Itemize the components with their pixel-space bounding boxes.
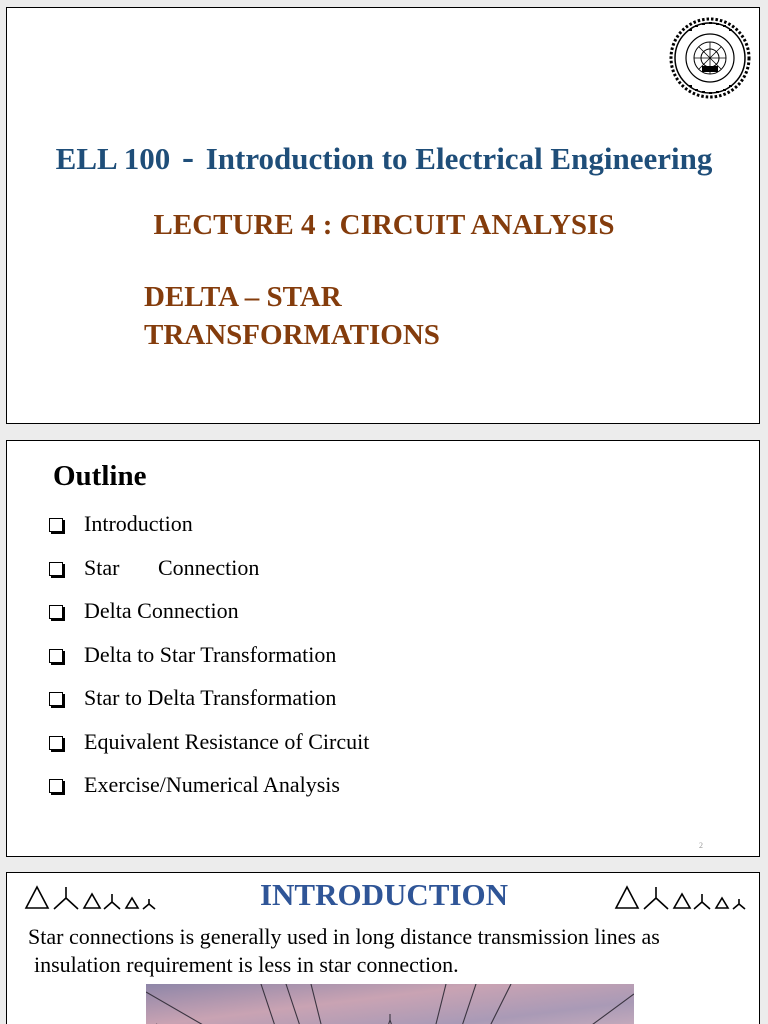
outline-heading: Outline bbox=[53, 460, 147, 492]
list-item bbox=[49, 598, 239, 642]
outline-label: Delta Connection bbox=[84, 598, 239, 623]
checkbox-icon bbox=[49, 518, 63, 532]
outline-label: Delta to Star Transformation bbox=[84, 641, 337, 667]
slide-number: 2 bbox=[699, 841, 703, 850]
course-name: Introduction to Electrical Engineering bbox=[205, 141, 713, 176]
checkbox-icon bbox=[49, 605, 63, 619]
outline-label: Equivalent Resistance of Circuit bbox=[84, 728, 370, 754]
course-code: ELL 100 bbox=[55, 141, 171, 176]
topic-title bbox=[144, 278, 544, 354]
list-item bbox=[49, 685, 337, 729]
introduction-slide bbox=[6, 872, 760, 1024]
intro-text-line-2: insulation requirement is less in star connection. bbox=[34, 952, 459, 977]
list-item bbox=[49, 554, 260, 599]
list-item bbox=[49, 641, 337, 686]
course-title bbox=[7, 136, 760, 178]
checkbox-icon bbox=[49, 649, 63, 663]
delta-star-symbols-icon bbox=[613, 881, 753, 913]
intro-text-line-1: Star connections is generally used in long distance transmission lines as bbox=[28, 924, 660, 949]
title-dash: - bbox=[181, 137, 194, 177]
topic-line-2: TRANSFORMATIONS bbox=[144, 319, 440, 351]
outline-list bbox=[49, 511, 370, 816]
list-item bbox=[49, 511, 193, 555]
outline-slide bbox=[6, 440, 760, 857]
lecture-title: LECTURE 4 : CIRCUIT ANALYSIS bbox=[153, 209, 615, 241]
checkbox-icon bbox=[49, 692, 63, 706]
checkbox-icon bbox=[49, 779, 63, 793]
institute-seal-icon bbox=[669, 17, 751, 99]
checkbox-icon bbox=[49, 736, 63, 750]
outline-label: Introduction bbox=[84, 511, 193, 536]
transmission-tower-photo bbox=[146, 984, 634, 1024]
checkbox-icon bbox=[49, 562, 63, 576]
outline-label: Star Connection bbox=[84, 554, 260, 580]
intro-title: INTRODUCTION bbox=[259, 877, 509, 912]
list-item bbox=[49, 772, 340, 816]
title-slide bbox=[6, 7, 760, 424]
outline-label: Exercise/Numerical Analysis bbox=[84, 772, 340, 797]
outline-label: Star to Delta Transformation bbox=[84, 685, 337, 710]
list-item bbox=[49, 728, 370, 773]
topic-line-1: DELTA – STAR bbox=[144, 281, 342, 313]
intro-text bbox=[28, 923, 748, 979]
